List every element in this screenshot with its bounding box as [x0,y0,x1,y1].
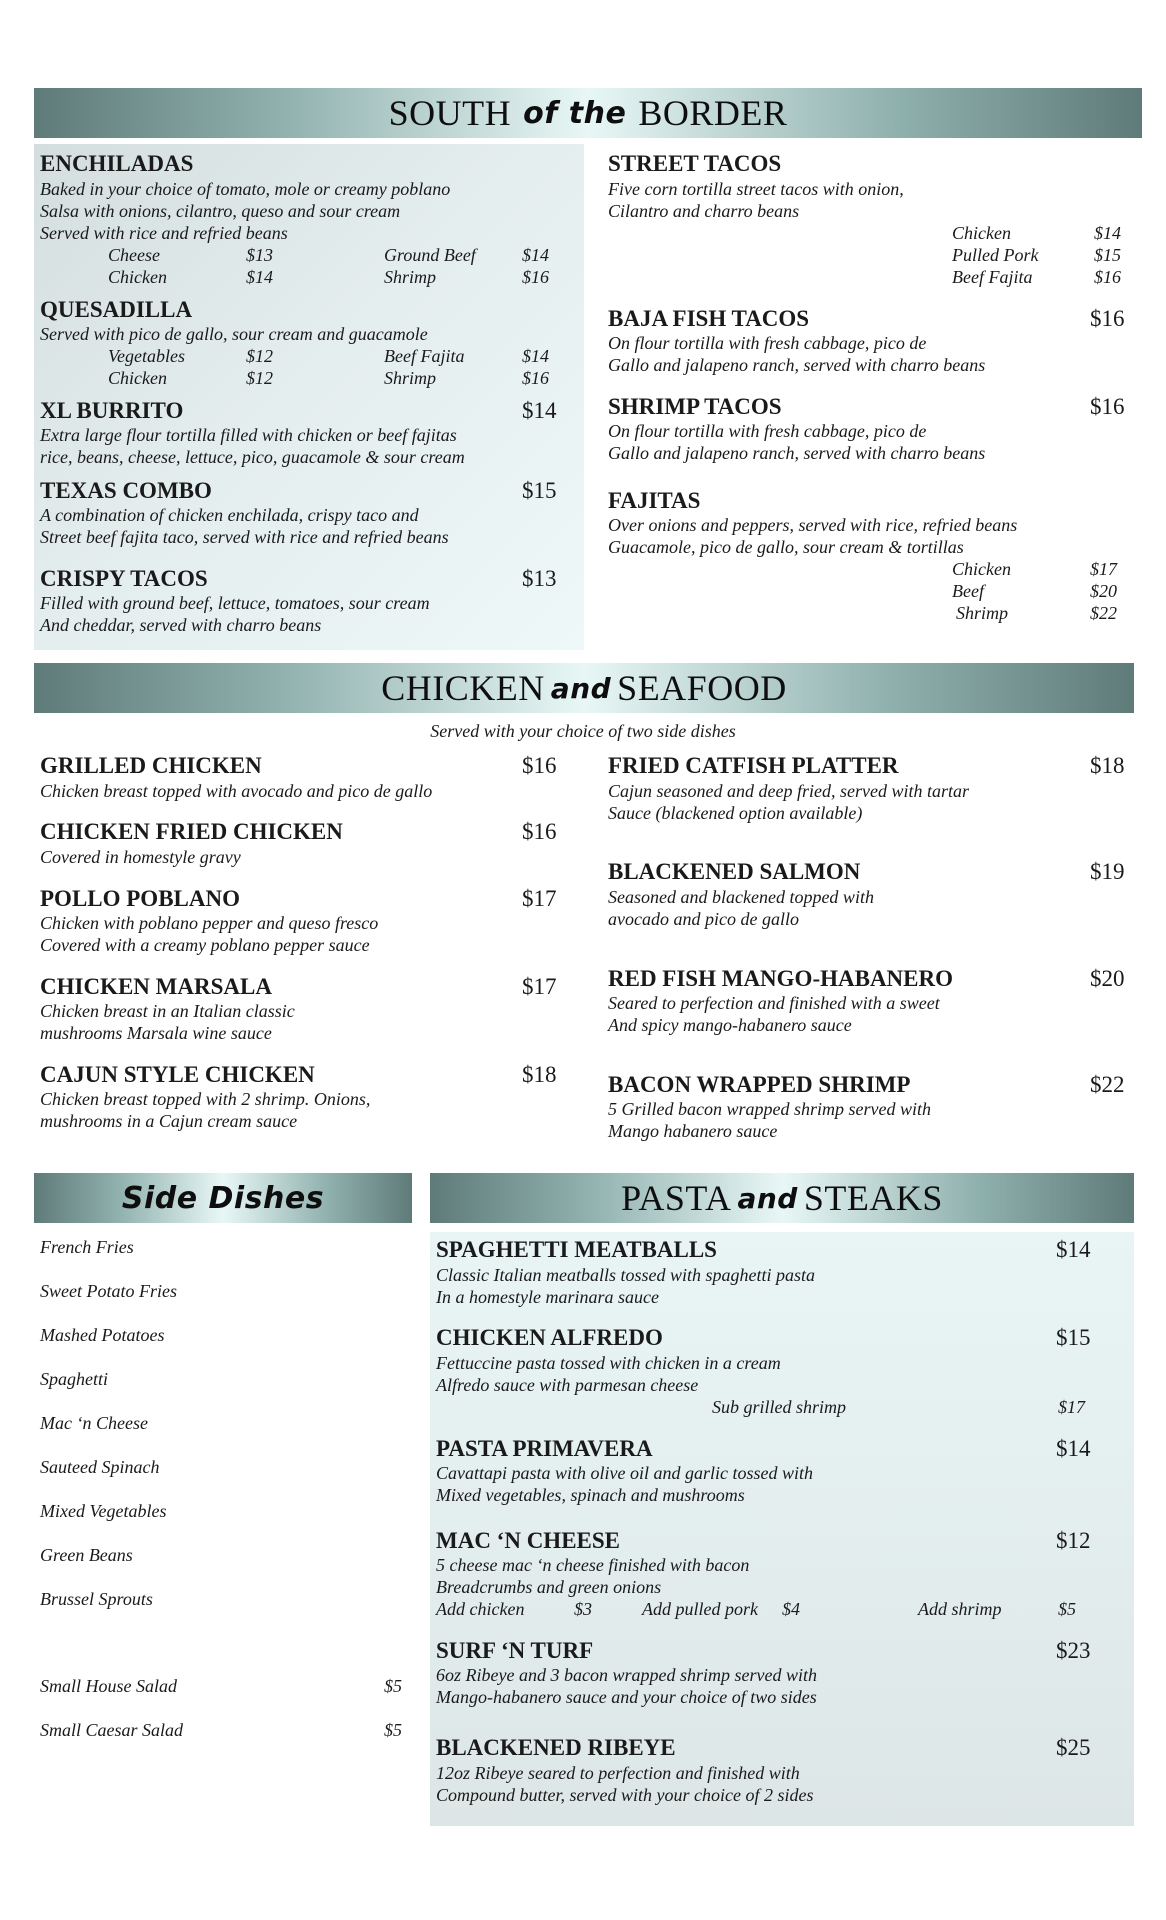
item-desc: Mango-habanero sauce and your choice of two sides [436,1687,817,1707]
item-price: $23 [1056,1638,1091,1663]
item-desc: Alfredo sauce with parmesan cheese [436,1375,699,1395]
item-price: $15 [522,478,557,503]
item-price: $25 [1056,1735,1091,1760]
item-desc: Mixed vegetables, spinach and mushrooms [436,1485,745,1505]
side-dish-item: Mixed Vegetables [40,1501,167,1521]
item-desc: On flour tortilla with fresh cabbage, pico de [608,421,927,441]
item-name: BAJA FISH TACOS [608,306,810,331]
item-desc: On flour tortilla with fresh cabbage, pico de [608,333,927,353]
item-desc: Covered in homestyle gravy [40,847,241,867]
option-price: $20 [1090,581,1117,601]
option-price: $14 [522,245,549,265]
item-desc: Covered with a creamy poblano pepper sauce [40,935,370,955]
item-desc: Served with rice and refried beans [40,223,288,243]
option-label: Ground Beef [384,245,476,265]
salad-label: Small Caesar Salad [40,1720,184,1740]
item-price: $14 [1056,1436,1091,1461]
item-price: $20 [1090,966,1125,991]
side-dish-item: Sweet Potato Fries [40,1281,177,1301]
option-label: Chicken [952,223,1011,243]
item-name: PASTA PRIMAVERA [436,1436,653,1461]
item-price: $18 [1090,753,1125,778]
salad-label: Small House Salad [40,1676,177,1696]
item-name: CHICKEN ALFREDO [436,1325,663,1350]
side-dish-item: Brussel Sprouts [40,1589,153,1609]
banner-side-dishes [34,1173,412,1223]
option-label: Chicken [952,559,1011,579]
item-desc: Cilantro and charro beans [608,201,800,221]
option-label: Add shrimp [918,1599,1002,1619]
option-label: Vegetables [108,346,185,366]
option-label: Sub grilled shrimp [712,1397,847,1417]
item-desc: Fettuccine pasta tossed with chicken in a cream [436,1353,781,1373]
side-dish-item: Mac ‘n Cheese [40,1413,148,1433]
option-price: $22 [1090,603,1117,623]
item-desc: Guacamole, pico de gallo, sour cream & tortillas [608,537,964,557]
item-desc: Baked in your choice of tomato, mole or creamy poblano [40,179,451,199]
item-name: SPAGHETTI MEATBALLS [436,1237,717,1262]
banner-word: CHICKEN [381,668,545,708]
option-price: $16 [522,368,549,388]
item-price: $12 [1056,1528,1091,1553]
banner-word: BORDER [638,93,788,133]
item-desc: Cavattapi pasta with olive oil and garlic tossed with [436,1463,813,1483]
banner-connector: of the [523,95,627,131]
item-price: $22 [1090,1072,1125,1097]
item-desc: Chicken with poblano pepper and queso fresco [40,913,379,933]
item-name: CHICKEN MARSALA [40,974,272,999]
option-price: $14 [522,346,549,366]
item-desc: Compound butter, served with your choice of 2 sides [436,1785,814,1805]
item-desc: Mango habanero sauce [608,1121,778,1141]
item-desc: avocado and pico de gallo [608,909,799,929]
item-price: $14 [1056,1237,1091,1262]
option-price: $15 [1094,245,1121,265]
item-desc: Cajun seasoned and deep fried, served with tartar [608,781,969,801]
item-desc: A combination of chicken enchilada, crispy taco and [40,505,419,525]
side-dish-item: Sauteed Spinach [40,1457,160,1477]
item-desc: Salsa with onions, cilantro, queso and sour cream [40,201,401,221]
item-desc: Gallo and jalapeno ranch, served with charro beans [608,355,986,375]
banner-word: SOUTH [388,93,512,133]
item-desc: In a homestyle marinara sauce [436,1287,659,1307]
item-desc: Chicken breast topped with 2 shrimp. Onions, [40,1089,371,1109]
item-desc: Extra large flour tortilla filled with chicken or beef fajitas [40,425,457,445]
item-price: $17 [522,886,557,911]
option-label: Shrimp [384,368,437,388]
item-name: CAJUN STYLE CHICKEN [40,1062,315,1087]
option-label: Beef Fajita [952,267,1033,287]
item-name: ENCHILADAS [40,151,194,176]
banner-pasta-and-steaks [430,1173,1134,1223]
section-subtitle: Served with your choice of two side dishes [430,721,736,741]
item-name: TEXAS COMBO [40,478,212,503]
item-price: $18 [522,1062,557,1087]
option-price: $16 [522,267,549,287]
banner-chicken-and-seafood [34,663,1134,713]
side-dish-item: Mashed Potatoes [40,1325,165,1345]
banner-connector: and [550,671,612,705]
option-label: Beef Fajita [384,346,465,366]
item-desc: Served with pico de gallo, sour cream and guacamole [40,324,428,344]
item-name: GRILLED CHICKEN [40,753,262,778]
banner-title: Side Dishes [121,1180,325,1216]
option-label: Cheese [108,245,160,265]
item-name: SHRIMP TACOS [608,394,782,419]
item-name: RED FISH MANGO-HABANERO [608,966,954,991]
option-price: $12 [246,346,273,366]
option-price: $17 [1090,559,1117,579]
item-price: $16 [522,753,557,778]
item-price: $13 [522,566,557,591]
item-name: BACON WRAPPED SHRIMP [608,1072,911,1097]
option-label: Chicken [108,267,167,287]
item-desc: 5 Grilled bacon wrapped shrimp served with [608,1099,931,1119]
side-dish-item: Spaghetti [40,1369,108,1389]
item-desc: Chicken breast in an Italian classic [40,1001,295,1021]
option-label: Add chicken [436,1599,525,1619]
option-label: Add pulled pork [642,1599,758,1619]
side-dish-item: Green Beans [40,1545,133,1565]
item-desc: Street beef fajita taco, served with rice and refried beans [40,527,449,547]
item-price: $15 [1056,1325,1091,1350]
salad-price: $5 [384,1676,402,1696]
item-name: FRIED CATFISH PLATTER [608,753,899,778]
item-desc: Sauce (blackened option available) [608,803,863,823]
item-desc: Breadcrumbs and green onions [436,1577,662,1597]
item-name: STREET TACOS [608,151,782,176]
item-desc: Seared to perfection and finished with a sweet [608,993,940,1013]
item-desc: Classic Italian meatballs tossed with spaghetti pasta [436,1265,816,1285]
option-label: Pulled Pork [952,245,1039,265]
item-desc: Chicken breast topped with avocado and pico de gallo [40,781,433,801]
option-label: Shrimp [384,267,437,287]
item-price: $17 [522,974,557,999]
item-name: FAJITAS [608,488,701,513]
option-label: Beef [952,581,984,601]
item-desc: 6oz Ribeye and 3 bacon wrapped shrimp served with [436,1665,817,1685]
option-label: Chicken [108,368,167,388]
item-desc: Filled with ground beef, lettuce, tomatoes, sour cream [40,593,430,613]
item-name: CHICKEN FRIED CHICKEN [40,819,343,844]
salad-price: $5 [384,1720,402,1740]
banner-south-of-the-border [34,88,1142,138]
item-price: $16 [522,819,557,844]
item-name: QUESADILLA [40,297,193,322]
item-name: XL BURRITO [40,398,184,423]
item-name: BLACKENED RIBEYE [436,1735,676,1760]
item-price: $19 [1090,859,1125,884]
option-price: $5 [1058,1599,1076,1619]
item-desc: Seasoned and blackened topped with [608,887,874,907]
item-desc: And cheddar, served with charro beans [40,615,322,635]
item-name: POLLO POBLANO [40,886,240,911]
item-desc: 12oz Ribeye seared to perfection and finished with [436,1763,800,1783]
item-price: $14 [522,398,557,423]
option-price: $16 [1094,267,1121,287]
option-price: $13 [246,245,273,265]
item-price: $16 [1090,394,1125,419]
item-desc: rice, beans, cheese, lettuce, pico, guacamole & sour cream [40,447,465,467]
side-dish-item: French Fries [40,1237,134,1257]
item-name: MAC ‘N CHEESE [436,1528,621,1553]
item-price: $16 [1090,306,1125,331]
option-price: $14 [1094,223,1121,243]
option-label: Shrimp [956,603,1009,623]
option-price: $17 [1058,1397,1085,1417]
option-price: $14 [246,267,273,287]
banner-connector: and [737,1181,798,1215]
banner-word: SEAFOOD [617,668,787,708]
item-name: BLACKENED SALMON [608,859,861,884]
item-name: CRISPY TACOS [40,566,208,591]
option-price: $12 [246,368,273,388]
item-desc: And spicy mango-habanero sauce [608,1015,852,1035]
item-desc: 5 cheese mac ‘n cheese finished with bacon [436,1555,750,1575]
item-desc: mushrooms in a Cajun cream sauce [40,1111,298,1131]
item-desc: Five corn tortilla street tacos with onion, [608,179,904,199]
item-desc: Gallo and jalapeno ranch, served with charro beans [608,443,986,463]
item-desc: Over onions and peppers, served with rice, refried beans [608,515,1018,535]
banner-word: STEAKS [803,1178,943,1218]
option-price: $3 [574,1599,592,1619]
banner-word: PASTA [621,1178,732,1218]
item-desc: mushrooms Marsala wine sauce [40,1023,272,1043]
item-name: SURF ‘N TURF [436,1638,594,1663]
option-price: $4 [782,1599,800,1619]
